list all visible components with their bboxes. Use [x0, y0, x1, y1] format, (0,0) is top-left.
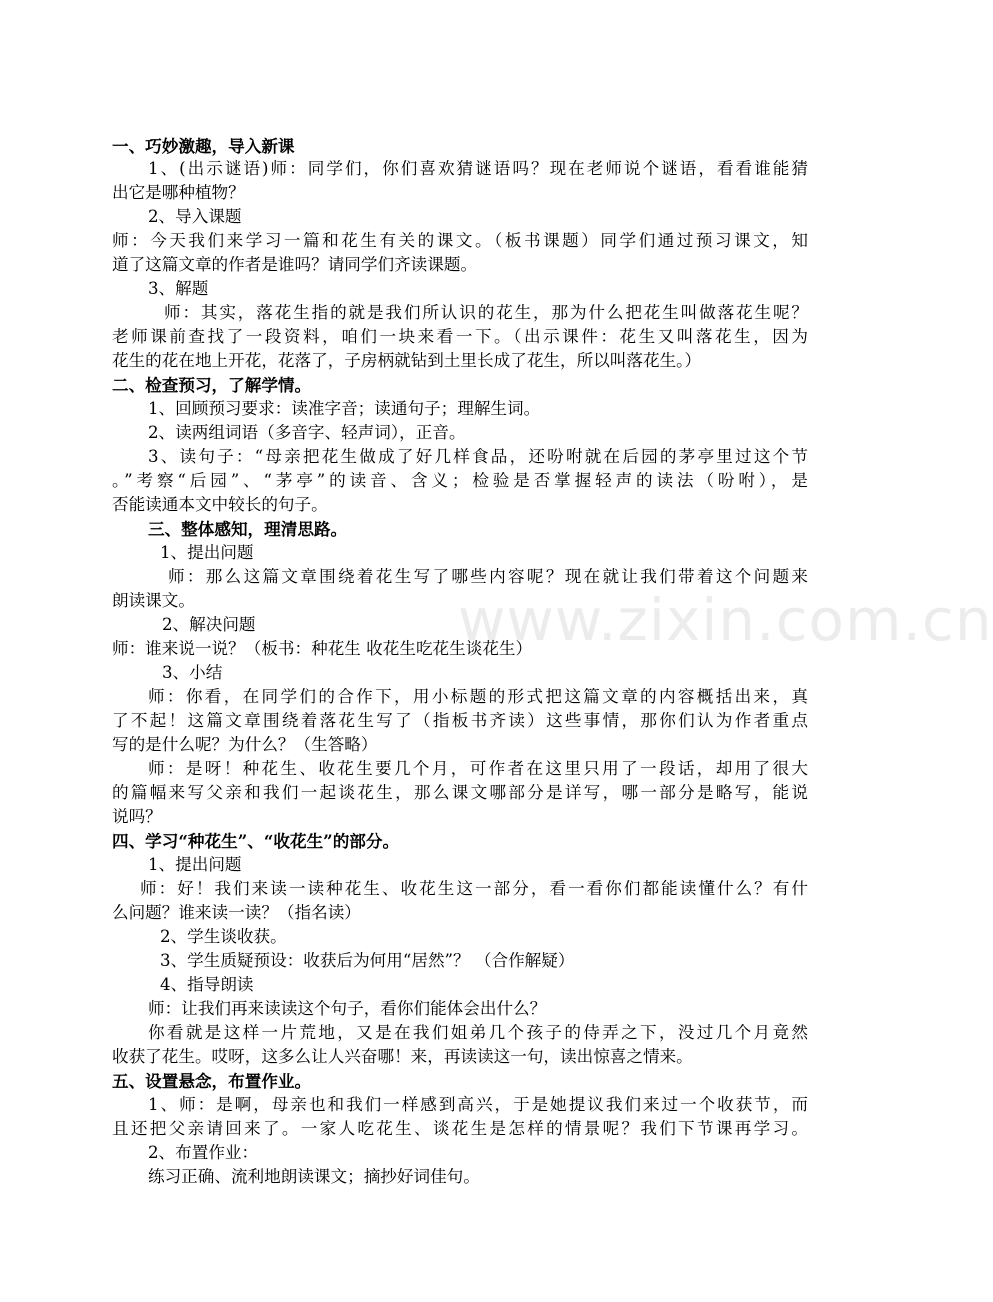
text-line-content: 花生的花在地上开花，花落了，子房柄就钻到土里长成了花生，所以叫落花生。） — [112, 351, 702, 370]
text-line-content: 师：你看，在同学们的合作下，用小标题的形式把这篇文章的内容概括出来，真 — [148, 687, 811, 706]
text-line-content: 1、提出问题 — [148, 855, 242, 874]
text-line-content: 4、指导朗读 — [160, 975, 254, 994]
text-line-content: 的篇幅来写父亲和我们一起谈花生，那么课文哪部分是详写，哪一部分是略写，能说 — [112, 783, 811, 802]
text-line — [0, 877, 920, 901]
text-line — [0, 661, 920, 685]
text-line — [0, 997, 920, 1021]
text-line-content: 1、师：是啊，母亲也和我们一样感到高兴，于是她提议我们来过一个收获节，而 — [148, 1095, 810, 1114]
section-heading-text: 三、整体感知，理清思路。 — [148, 519, 348, 539]
text-line-content: 师：其实，落花生指的就是我们所认识的花生，那为什么把花生叫做落花生呢？ — [164, 303, 810, 322]
watermark: www.zixin.com.cn — [458, 586, 993, 654]
text-line-content: 3、小结 — [162, 663, 223, 682]
text-line — [0, 733, 920, 757]
text-line-content: 1、回顾预习要求：读准字音；读通句子；理解生词。 — [148, 399, 541, 418]
text-line-content: 2、导入课题 — [148, 207, 242, 226]
text-line-content: 2、解决问题 — [162, 615, 256, 634]
text-line-content: 朗读课文。 — [112, 591, 195, 610]
text-line-content: 师：今天我们来学习一篇和花生有关的课文。（板书课题）同学们通过预习课文，知 — [112, 231, 811, 250]
text-line-content: 师：让我们再来读读这个句子，看你们能体会出什么？ — [148, 999, 547, 1018]
text-line — [0, 493, 920, 517]
section-heading — [0, 517, 920, 541]
text-line — [0, 541, 920, 565]
text-line-content: 2、读两组词语（多音字、轻声词），正音。 — [148, 423, 466, 442]
text-line — [0, 1165, 920, 1189]
text-line — [0, 781, 920, 805]
text-line-content: 师：是呀！种花生、收花生要几个月，可作者在这里只用了一段话，却用了很大 — [148, 759, 811, 778]
text-line — [0, 205, 920, 229]
text-line — [0, 973, 920, 997]
text-line-content: 道了这篇文章的作者是谁吗？请同学们齐读课题。 — [112, 255, 478, 274]
text-line-content: 。”考察“后园”、“茅亭”的读音、含义；检验是否掌握轻声的读法（吩咐），是 — [112, 471, 812, 490]
text-line — [0, 469, 920, 493]
section-heading-text: 一、巧妙激趣，导入新课 — [112, 136, 295, 156]
text-line-content: 1、(出示谜语)师：同学们，你们喜欢猜谜语吗？现在老师说个谜语，看看谁能猜 — [148, 159, 810, 178]
text-line — [0, 949, 920, 973]
section-heading-text: 二、检查预习，了解学情。 — [112, 375, 312, 395]
text-line-content: 收获了花生。哎呀，这多么让人兴奋哪！来，再读读这一句，读出惊喜之情来。 — [112, 1047, 693, 1066]
text-line-content: 2、学生谈收获。 — [160, 927, 287, 946]
section-heading-text: 四、学习“种花生”、“收花生”的部分。 — [112, 831, 400, 851]
text-line — [0, 925, 920, 949]
text-line — [0, 181, 920, 205]
text-line-content: 师：好！我们来读一读种花生、收花生这一部分，看一看你们都能读懂什么？有什 — [140, 879, 811, 898]
text-line-content: 你看就是这样一片荒地，又是在我们姐弟几个孩子的侍弄之下，没过几个月竟然 — [148, 1023, 811, 1042]
text-line — [0, 685, 920, 709]
text-line — [0, 349, 920, 373]
text-line-content: 2、布置作业： — [148, 1143, 259, 1162]
text-line — [0, 805, 920, 829]
text-line — [0, 325, 920, 349]
text-line-content: 3、解题 — [148, 279, 209, 298]
text-line — [0, 277, 920, 301]
text-line — [0, 1021, 920, 1045]
text-line — [0, 757, 920, 781]
section-heading-text: 五、设置悬念，布置作业。 — [112, 1071, 312, 1091]
text-line — [0, 1141, 920, 1165]
text-line-content: 说吗？ — [112, 807, 162, 826]
text-line-content: 1、提出问题 — [160, 543, 254, 562]
text-line — [0, 445, 920, 469]
text-line-content: 出它是哪种植物？ — [112, 183, 245, 202]
text-line-content: 且还把父亲请回来了。一家人吃花生、谈花生是怎样的情景呢？我们下节课再学习。 — [112, 1119, 811, 1138]
text-line-content: 老师课前查找了一段资料，咱们一块来看一下。（出示课件：花生又叫落花生，因为 — [112, 327, 811, 346]
text-line — [0, 253, 920, 277]
text-line — [0, 1045, 920, 1069]
text-line-content: 了不起！这篇文章围绕着落花生写了（指板书齐读）这些事情，那你们认为作者重点 — [112, 711, 811, 730]
text-line-content: 师：谁来说一说？（板书：种花生 收花生吃花生谈花生） — [112, 639, 533, 658]
text-line — [0, 421, 920, 445]
section-heading — [0, 829, 920, 853]
text-line — [0, 853, 920, 877]
text-line-content: 3、学生质疑预设：收获后为何用“居然”？ （合作解疑） — [160, 951, 575, 970]
text-line — [0, 157, 920, 181]
text-line — [0, 1117, 920, 1141]
section-heading — [0, 373, 920, 397]
text-line-content: 否能读通本文中较长的句子。 — [112, 495, 328, 514]
text-line-content: 师：那么这篇文章围绕着花生写了哪些内容呢？现在就让我们带着这个问题来 — [168, 567, 811, 586]
text-line — [0, 397, 920, 421]
text-line — [0, 901, 920, 925]
text-line — [0, 709, 920, 733]
section-heading — [0, 134, 920, 158]
text-line-content: 么问题？谁来读一读？（指名读） — [112, 903, 361, 922]
text-line — [0, 301, 920, 325]
section-heading — [0, 1069, 920, 1093]
text-line-content: 练习正确、流利地朗读课文；摘抄好词佳句。 — [148, 1167, 480, 1186]
text-line — [0, 229, 920, 253]
text-line-content: 写的是什么呢？为什么？（生答略） — [112, 735, 378, 754]
text-line-content: 3、读句子：“母亲把花生做成了好几样食品，还吩咐就在后园的茅亭里过这个节 — [148, 447, 811, 466]
text-line — [0, 1093, 920, 1117]
